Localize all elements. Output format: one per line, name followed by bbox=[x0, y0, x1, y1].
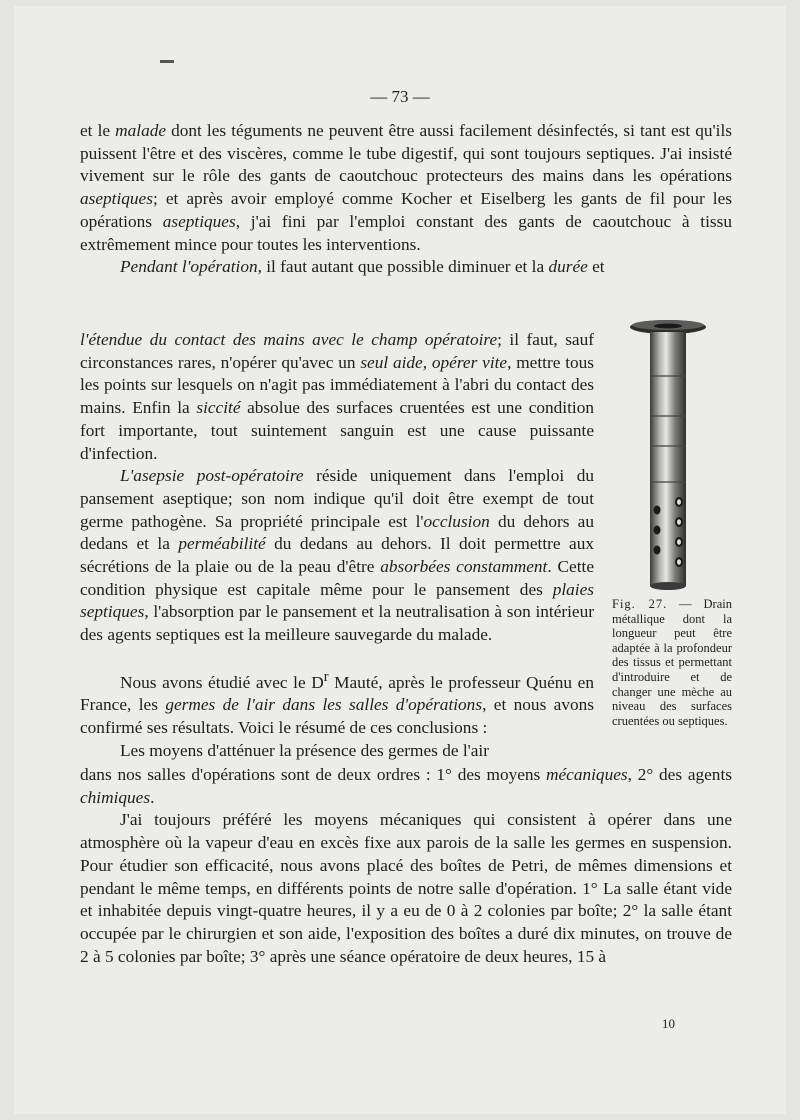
paragraph bbox=[80, 809, 732, 968]
italic-run: absorbées constamment bbox=[380, 557, 548, 577]
italic-run: germes de l'air dans les salles d'opérations bbox=[165, 695, 483, 715]
italic-run: seul aide bbox=[360, 352, 423, 372]
italic-run: plaies septiques bbox=[80, 579, 594, 622]
metal-drain-illustration bbox=[626, 316, 710, 594]
text-run: . Cette condition physique est capitale même pour le pansement des bbox=[80, 557, 594, 599]
text-run: . bbox=[150, 787, 155, 807]
text-block-4 bbox=[80, 764, 732, 968]
text-run: absolue des surfaces cruentées est une condition fort importante, tout suintement sanguin est une cause puissante d'infection. bbox=[80, 398, 594, 463]
superscript-run: r bbox=[323, 669, 329, 685]
text-run: , l'absorption par le pansement et la neutralisation à son intérieur des agents septiques est la meilleure sauvegarde du malade. bbox=[80, 602, 594, 645]
text-run: ; il faut, sauf circonstances rares, n'opérer qu'avec un bbox=[80, 330, 594, 372]
text-run: réside uniquement dans l'emploi du pansement aseptique; son nom indique qu'il doit être exempt de tout germe pathogène. Sa propriété principale est l' bbox=[80, 466, 594, 531]
italic-run: Pendant l'opération bbox=[120, 257, 258, 277]
text-run: , et nous avons confirmé ses résultats. Voici le résumé de ces conclusions : bbox=[80, 695, 595, 738]
figure-caption-text: — Drain métallique dont la longueur peut être adaptée à la profondeur des tissus et permettant d'introduire et de changer une mèche au niveau des surfaces cruentées ou septiques. bbox=[612, 597, 732, 728]
text-run: J'ai toujours préféré les moyens mécaniques qui consistent à opérer dans une atmosphère où la vapeur d'eau en excès fixe aux parois de la salle les germes en suspension. Pour étudier son efficacité, nous avons placé des boîtes de Petri, de mêmes dimensions et pendant le même temps, en différents points de notre salle d'opération. 1° La salle étant vide et inhabitée depuis vingt-quatre heures, il y a eu de 0 à 2 colonies par boîte; 2° la salle étant occupée par le chirurgien et son aide, l'exposition des boîtes a duré dix minutes, on trouve de 2 à 5 colonies par boîte; 3° après une séance opératoire de deux heures, 15 à bbox=[80, 810, 732, 966]
figure-label: Fig. 27. bbox=[612, 597, 668, 611]
text-run: Les moyens d'atténuer la présence des germes de l'air bbox=[120, 740, 489, 760]
text-run: ; et après avoir employé comme Kocher et Eiselberg les gants de fil pour les opérations bbox=[80, 189, 732, 231]
text-run: , mettre tous les points sur lesquels on n'agit pas immédiatement à l'abri du contact des mains. Enfin la bbox=[80, 352, 595, 418]
text-run: Nous avons étudié avec le D bbox=[120, 672, 324, 692]
paragraph bbox=[80, 256, 732, 279]
text-block-2 bbox=[80, 329, 594, 647]
text-run: , bbox=[422, 352, 432, 372]
figure-caption bbox=[612, 597, 732, 728]
italic-run: malade bbox=[115, 121, 167, 140]
italic-run: L'asepsie post-opératoire bbox=[120, 466, 304, 486]
text-block-1 bbox=[80, 120, 732, 279]
page-number: — 73 — bbox=[370, 87, 430, 106]
text-block-3 bbox=[80, 666, 594, 763]
text-run: , 2° des agents bbox=[627, 765, 732, 784]
text-run: , il faut autant que possible diminuer et la bbox=[257, 257, 549, 277]
text-run: et le bbox=[80, 121, 116, 140]
text-run: dont les téguments ne peuvent être aussi facilement désinfectés, si tant est qu'ils puissent l'être et des viscères, comme le tube digestif, qui sont toujours septiques. J'ai insisté vivement sur le rôle des gants de caoutchouc protecteurs des mains dans les opérations bbox=[80, 121, 732, 186]
italic-run: aseptiques bbox=[80, 189, 153, 209]
signature-mark: 10 bbox=[662, 1016, 675, 1031]
italic-run: durée bbox=[548, 257, 588, 277]
text-run: et bbox=[587, 257, 605, 277]
paragraph bbox=[80, 764, 732, 809]
italic-run: mécaniques bbox=[546, 765, 628, 784]
text-run: du dedans au dehors. Il doit permettre aux sécrétions de la plaie ou de la peau d'être bbox=[80, 534, 594, 577]
italic-run: siccité bbox=[196, 398, 241, 418]
italic-run: l'étendue du contact des mains avec le champ opératoire bbox=[80, 330, 498, 349]
text-run: , j'ai fini par l'emploi constant des gants de caoutchouc à tissu extrêmement mince pour toutes les interventions. bbox=[80, 211, 732, 254]
italic-run: aseptiques bbox=[162, 211, 236, 231]
paragraph bbox=[80, 465, 594, 647]
italic-run: perméabilité bbox=[178, 534, 266, 554]
paragraph bbox=[80, 666, 594, 740]
paragraph bbox=[80, 120, 732, 256]
text-run: du dehors au dedans et la bbox=[80, 511, 594, 554]
text-run: dans nos salles d'opérations sont de deux ordres : 1° des moyens bbox=[80, 765, 547, 784]
italic-run: occlusion bbox=[423, 511, 490, 531]
print-mark bbox=[160, 60, 174, 63]
italic-run: opérer vite bbox=[431, 352, 508, 372]
paragraph bbox=[80, 329, 594, 465]
italic-run: chimiques bbox=[80, 787, 151, 807]
text-run: Mauté, après le professeur Quénu en France, les bbox=[80, 672, 594, 715]
paragraph bbox=[80, 740, 594, 763]
